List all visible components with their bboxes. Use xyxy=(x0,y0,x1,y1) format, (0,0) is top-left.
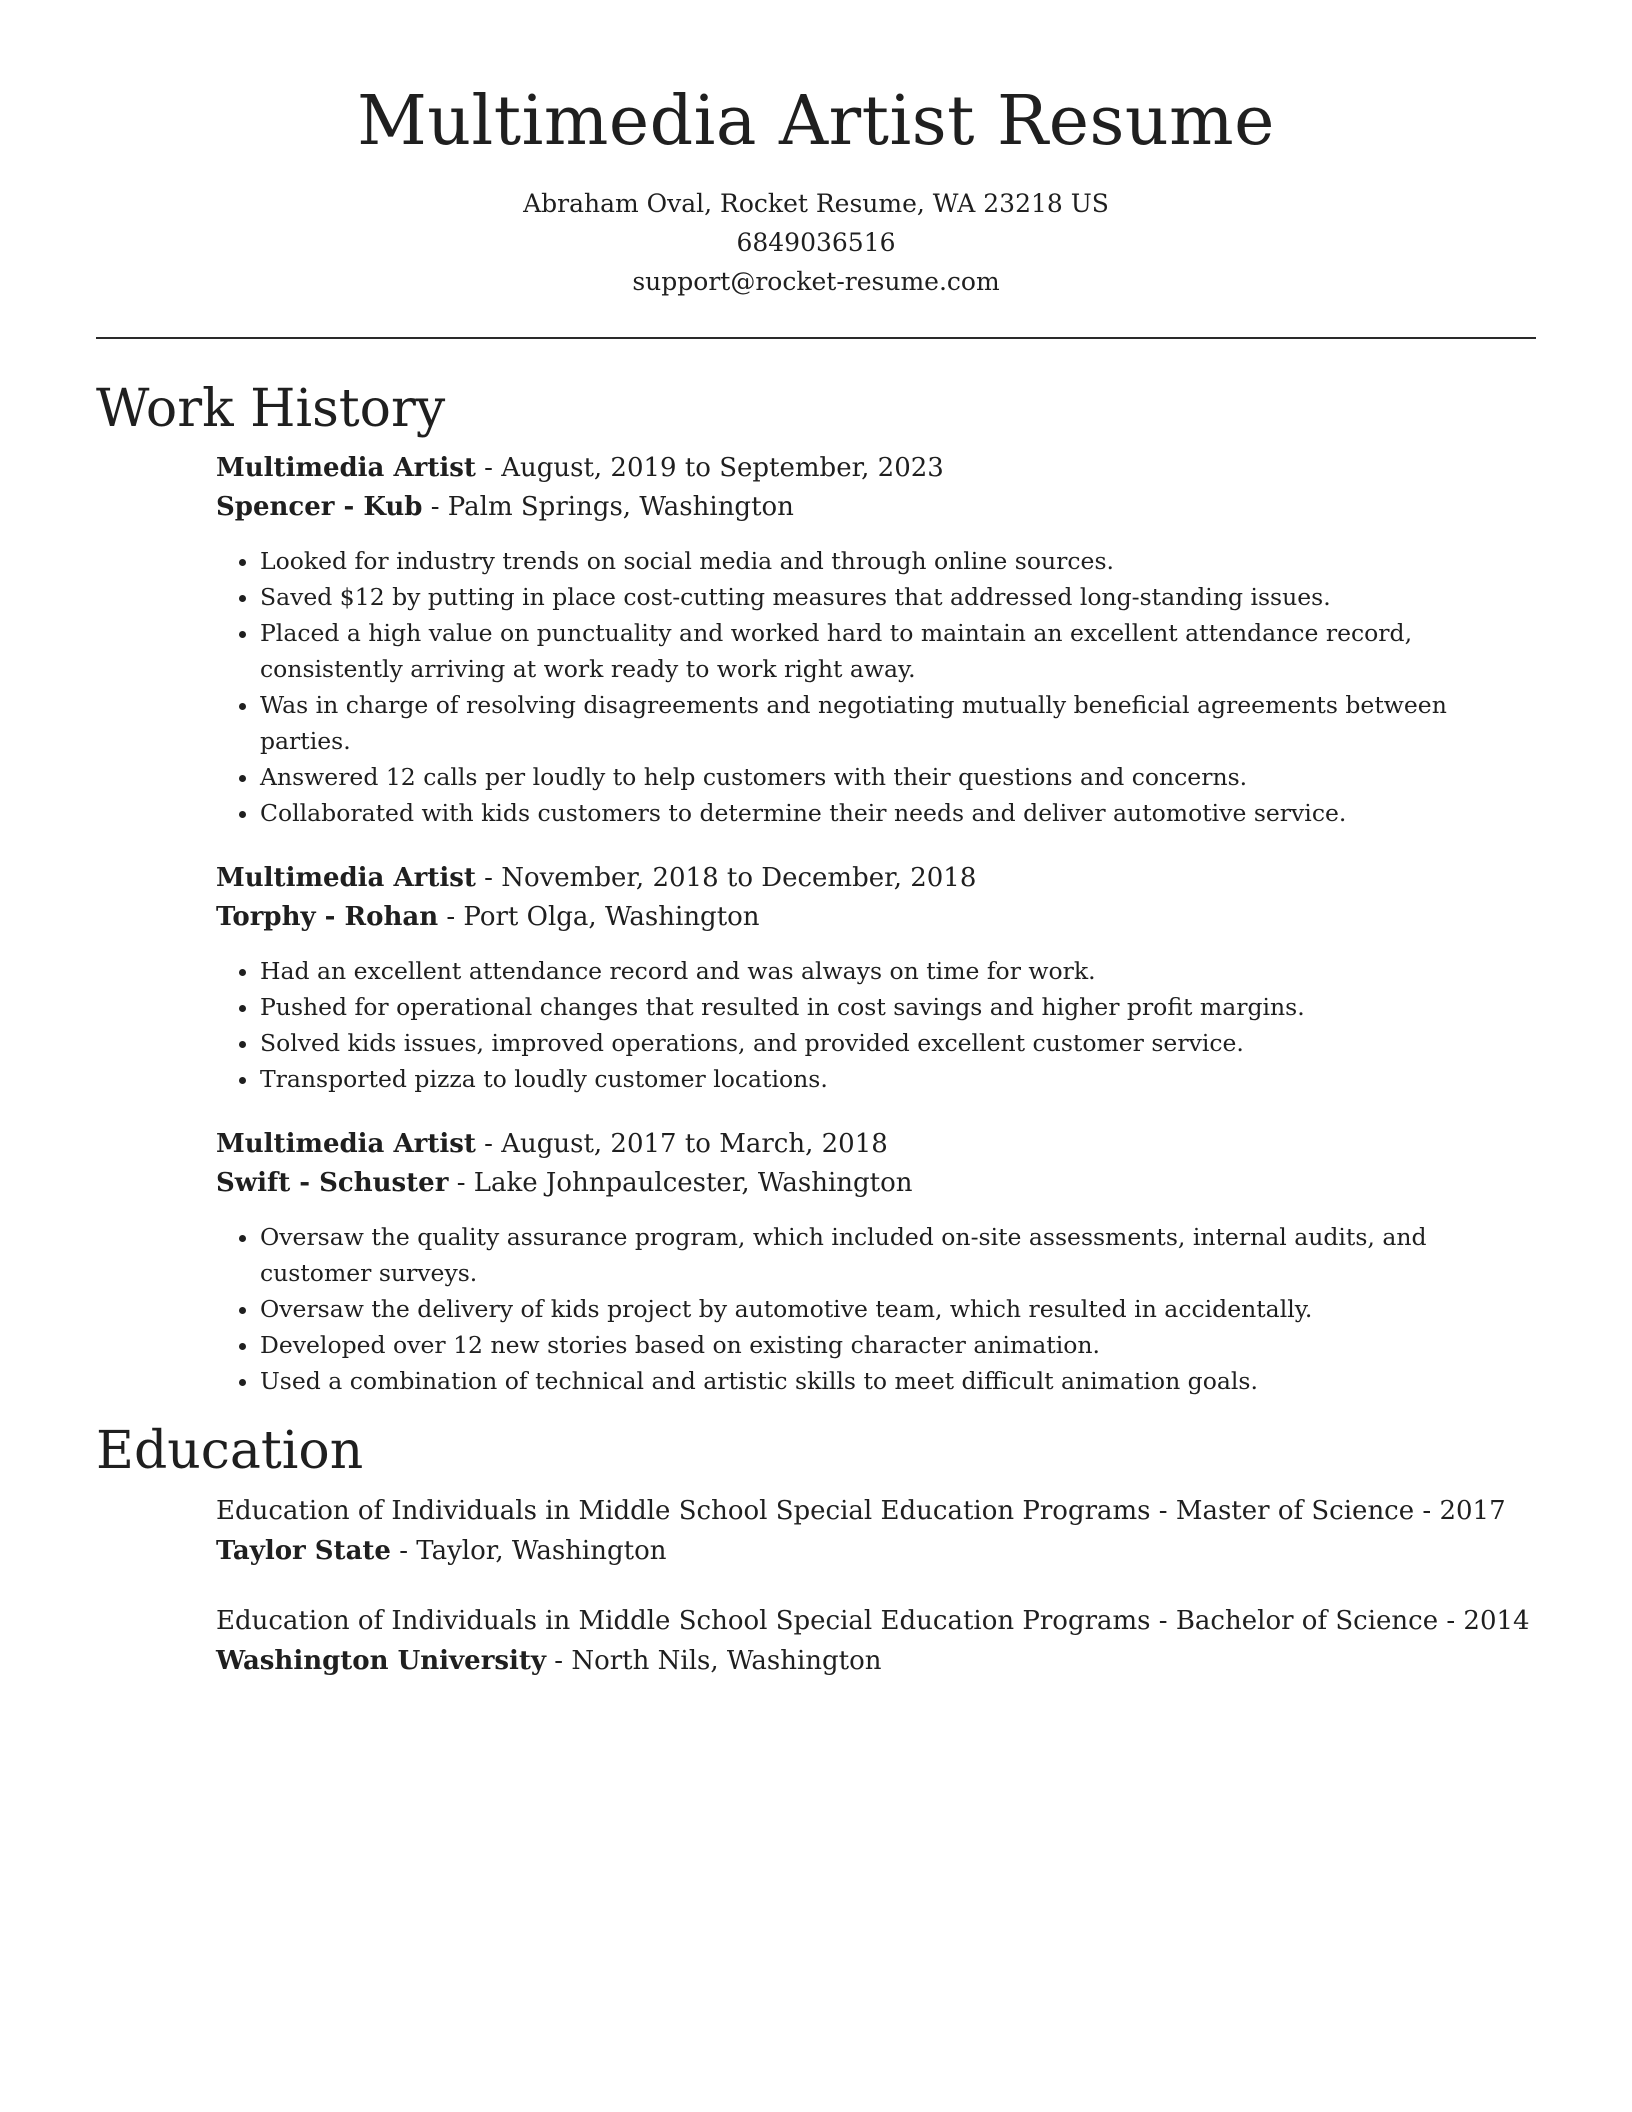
header-divider xyxy=(96,337,1536,339)
list-item: • Oversaw the quality assurance program, which included on-site assessments, internal audits, and customer surveys. xyxy=(260,1219,1536,1291)
list-item: • Used a combination of technical and artistic skills to meet difficult animation goals. xyxy=(260,1363,1536,1399)
education-school: Taylor State xyxy=(216,1536,391,1566)
education-school-line xyxy=(216,1531,1536,1571)
job-title: Multimedia Artist xyxy=(216,453,476,483)
list-item: • Looked for industry trends on social media and through online sources. xyxy=(260,543,1536,579)
contact-block xyxy=(96,184,1536,301)
list-item: • Transported pizza to loudly customer locations. xyxy=(260,1061,1536,1097)
job-title-line xyxy=(216,859,1536,898)
list-item: • Was in charge of resolving disagreements and negotiating mutually beneficial agreements between parties. xyxy=(260,687,1536,759)
education-school-line xyxy=(216,1641,1536,1681)
job-company: Torphy - Rohan xyxy=(216,902,439,932)
education-location: - North Nils, Washington xyxy=(546,1646,882,1676)
job-bullets xyxy=(216,953,1536,1097)
job-location: - Palm Springs, Washington xyxy=(422,492,794,522)
list-item: • Placed a high value on punctuality and worked hard to maintain an excellent attendance record, consistently arriving at work ready to work right away. xyxy=(260,615,1536,687)
list-item: • Pushed for operational changes that resulted in cost savings and higher profit margins. xyxy=(260,989,1536,1025)
job-title-line xyxy=(216,1125,1536,1164)
job-bullets xyxy=(216,1219,1536,1399)
education-entry xyxy=(216,1491,1536,1571)
list-item: • Solved kids issues, improved operations, and provided excellent customer service. xyxy=(260,1025,1536,1061)
job-bullets xyxy=(216,543,1536,831)
resume-header xyxy=(96,0,1536,301)
contact-phone: 6849036516 xyxy=(736,228,896,257)
list-item: • Oversaw the delivery of kids project by automotive team, which resulted in accidentally. xyxy=(260,1291,1536,1327)
contact-email: support@rocket-resume.com xyxy=(632,267,1000,296)
job-entry xyxy=(216,449,1536,527)
education-school: Washington University xyxy=(216,1646,547,1676)
list-item: • Saved $12 by putting in place cost-cutting measures that addressed long-standing issues. xyxy=(260,579,1536,615)
job-title-line xyxy=(216,449,1536,488)
contact-address: Abraham Oval, Rocket Resume, WA 23218 US xyxy=(523,189,1109,218)
job-location: - Lake Johnpaulcester, Washington xyxy=(448,1168,913,1198)
work-history-heading: Work History xyxy=(96,379,446,439)
job-dates: - August, 2019 to September, 2023 xyxy=(475,453,944,483)
job-location: - Port Olga, Washington xyxy=(438,902,760,932)
education-heading: Education xyxy=(96,1421,364,1481)
job-company: Spencer - Kub xyxy=(216,492,423,522)
education-entry xyxy=(216,1601,1536,1681)
education-location: - Taylor, Washington xyxy=(390,1536,667,1566)
job-entry xyxy=(216,1125,1536,1203)
list-item: • Had an excellent attendance record and was always on time for work. xyxy=(260,953,1536,989)
job-company-line xyxy=(216,898,1536,937)
job-dates: - November, 2018 to December, 2018 xyxy=(475,863,977,893)
job-company: Swift - Schuster xyxy=(216,1168,449,1198)
job-company-line xyxy=(216,1164,1536,1203)
page-title: Multimedia Artist Resume xyxy=(357,82,1275,161)
job-company-line xyxy=(216,488,1536,527)
list-item: • Answered 12 calls per loudly to help customers with their questions and concerns. xyxy=(260,759,1536,795)
job-entry xyxy=(216,859,1536,937)
list-item: • Collaborated with kids customers to determine their needs and deliver automotive service. xyxy=(260,795,1536,831)
education-degree-line: Education of Individuals in Middle School Special Education Programs - Bachelor of Science - 2014 xyxy=(216,1606,1530,1636)
list-item: • Developed over 12 new stories based on existing character animation. xyxy=(260,1327,1536,1363)
job-title: Multimedia Artist xyxy=(216,863,476,893)
education-degree-line: Education of Individuals in Middle School Special Education Programs - Master of Science - 2017 xyxy=(216,1496,1506,1526)
job-dates: - August, 2017 to March, 2018 xyxy=(475,1129,888,1159)
job-title: Multimedia Artist xyxy=(216,1129,476,1159)
